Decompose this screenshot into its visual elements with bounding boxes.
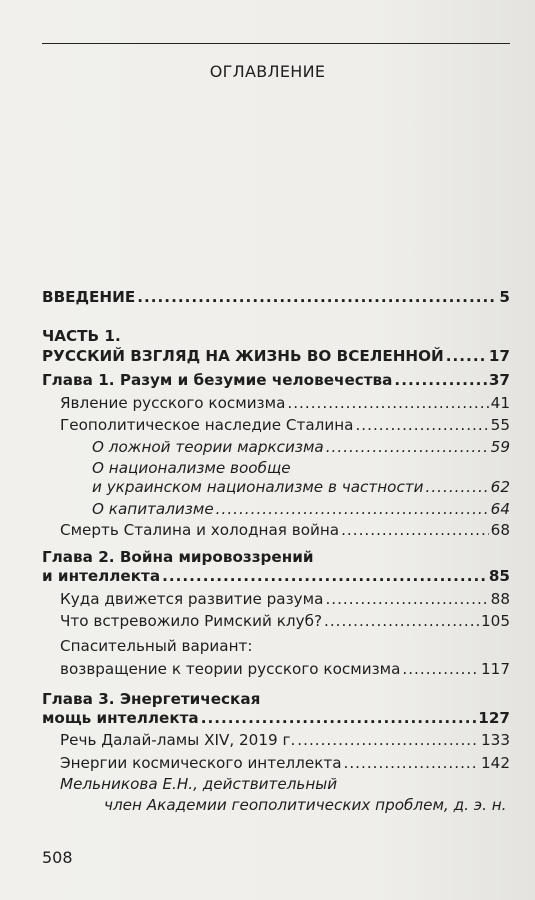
toc-entry-nationalism: и украинском национализме в частности ..... 62 — [92, 478, 510, 496]
toc-entry-dalai-lama: Речь Далай-ламы XIV, 2019 г. ..... 133 — [60, 731, 510, 749]
toc-entry-marxism: О ложной теории марксизма ..... 59 — [92, 438, 510, 456]
page-number: 508 — [42, 848, 73, 867]
toc-entry-chapter2-line1: Глава 2. Война мировоззрений — [42, 548, 314, 566]
author-line2: член Академии геополитических проблем, д. э. н. — [104, 796, 507, 814]
toc-entry-chapter3-line1: Глава 3. Энергетическая — [42, 690, 261, 708]
toc-entry-capitalism: О капитализме ..... 64 — [92, 500, 510, 518]
toc-entry-cosmism: Явление русского космизма ..... 41 — [60, 394, 510, 412]
toc-entry-stalin-heritage: Геополитическое наследие Сталина ..... 55 — [60, 416, 510, 434]
toc-entry-reason: Куда движется развитие разума ..... 88 — [60, 590, 510, 608]
author-line1: Мельникова Е.Н., действительный — [60, 775, 338, 793]
toc-entry-nationalism-line1: О национализме вообще — [92, 459, 291, 477]
toc-entry-part1: РУССКИЙ ВЗГЛЯД НА ЖИЗНЬ ВО ВСЕЛЕННОЙ ..... 17 — [42, 347, 510, 365]
toc-entry-intro: ВВЕДЕНИЕ ..... 5 — [42, 288, 510, 306]
top-rule — [42, 43, 510, 44]
toc-entry-chapter1: Глава 1. Разум и безумие человечества ..... 37 — [42, 371, 510, 389]
toc-entry-saving-line1: Спасительный вариант: — [60, 637, 253, 655]
toc-entry-chapter2: и интеллекта ..... 85 — [42, 567, 510, 585]
toc-entry-energy: Энергии космического интеллекта ..... 142 — [60, 754, 510, 772]
toc-heading: ОГЛАВЛЕНИЕ — [209, 62, 326, 81]
toc-entry-chapter3: мощь интеллекта ..... 127 — [42, 709, 510, 727]
toc-entry-saving: возвращение к теории русского космизма ..... 117 — [60, 660, 510, 678]
toc-entry-rome-club: Что встревожило Римский клуб? ..... 105 — [60, 612, 510, 630]
toc-entry-stalin-death: Смерть Сталина и холодная война ..... 68 — [60, 521, 510, 539]
part-label: ЧАСТЬ 1. — [42, 327, 121, 345]
